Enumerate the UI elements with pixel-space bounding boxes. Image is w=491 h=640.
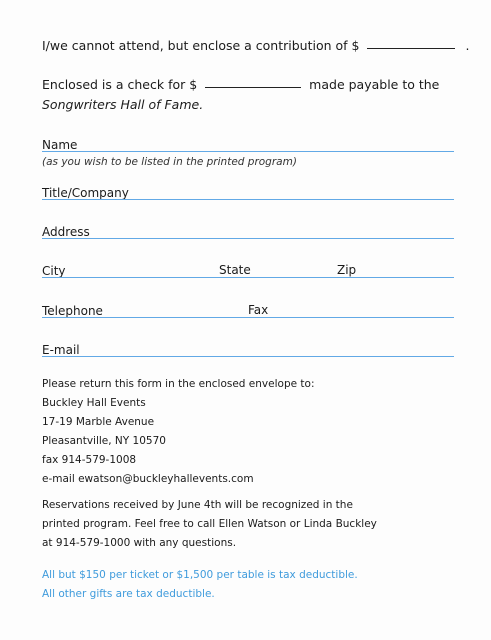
- reservations-block: [42, 496, 377, 553]
- return-info-block: [42, 375, 314, 489]
- fax-label: Fax: [248, 303, 269, 317]
- contribution-line: [42, 38, 469, 53]
- return-intro: Please return this form in the enclosed envelope to:: [42, 378, 315, 390]
- return-org: Buckley Hall Events: [42, 397, 146, 409]
- email-field-line[interactable]: [42, 356, 454, 357]
- contribution-text: I/we cannot attend, but enclose a contribution of $: [42, 38, 360, 53]
- name-note: (as you wish to be listed in the printed program): [42, 156, 297, 168]
- city-label: City: [42, 264, 66, 278]
- state-label: State: [219, 263, 251, 277]
- return-street: 17-19 Marble Avenue: [42, 416, 155, 428]
- reservations-line-2: printed program. Feel free to call Ellen Watson or Linda Buckley: [42, 518, 377, 530]
- email-label: E-mail: [42, 343, 80, 357]
- name-label: Name: [42, 138, 78, 152]
- city-state-zip-field-line[interactable]: [42, 277, 454, 278]
- check-text: Enclosed is a check for $: [42, 77, 198, 92]
- contribution-amount-blank[interactable]: [367, 48, 455, 49]
- return-city: Pleasantville, NY 10570: [42, 435, 166, 447]
- tax-line-1: All but $150 per ticket or $1,500 per table is tax deductible.: [42, 569, 358, 581]
- reservations-line-1: Reservations received by June 4th will be recognized in the: [42, 499, 353, 511]
- title-company-label: Title/Company: [42, 186, 129, 200]
- return-fax: fax 914-579-1008: [42, 454, 137, 466]
- telephone-fax-field-line[interactable]: [42, 317, 454, 318]
- name-field-line[interactable]: [42, 151, 454, 152]
- title-company-field-line[interactable]: [42, 199, 454, 200]
- check-line: [42, 77, 439, 92]
- check-amount-blank[interactable]: [205, 87, 301, 88]
- zip-label: Zip: [337, 263, 357, 277]
- check-suffix-text: made payable to the: [309, 77, 440, 92]
- tax-line-2: All other gifts are tax deductible.: [42, 588, 215, 600]
- return-email: e-mail ewatson@buckleyhallevents.com: [42, 473, 254, 485]
- address-label: Address: [42, 225, 90, 239]
- telephone-label: Telephone: [42, 304, 103, 318]
- address-field-line[interactable]: [42, 238, 454, 239]
- reservations-line-3: at 914-579-1000 with any questions.: [42, 537, 237, 549]
- contribution-period: .: [465, 38, 470, 53]
- tax-deductible-block: [42, 566, 358, 604]
- check-payee: Songwriters Hall of Fame.: [42, 97, 204, 112]
